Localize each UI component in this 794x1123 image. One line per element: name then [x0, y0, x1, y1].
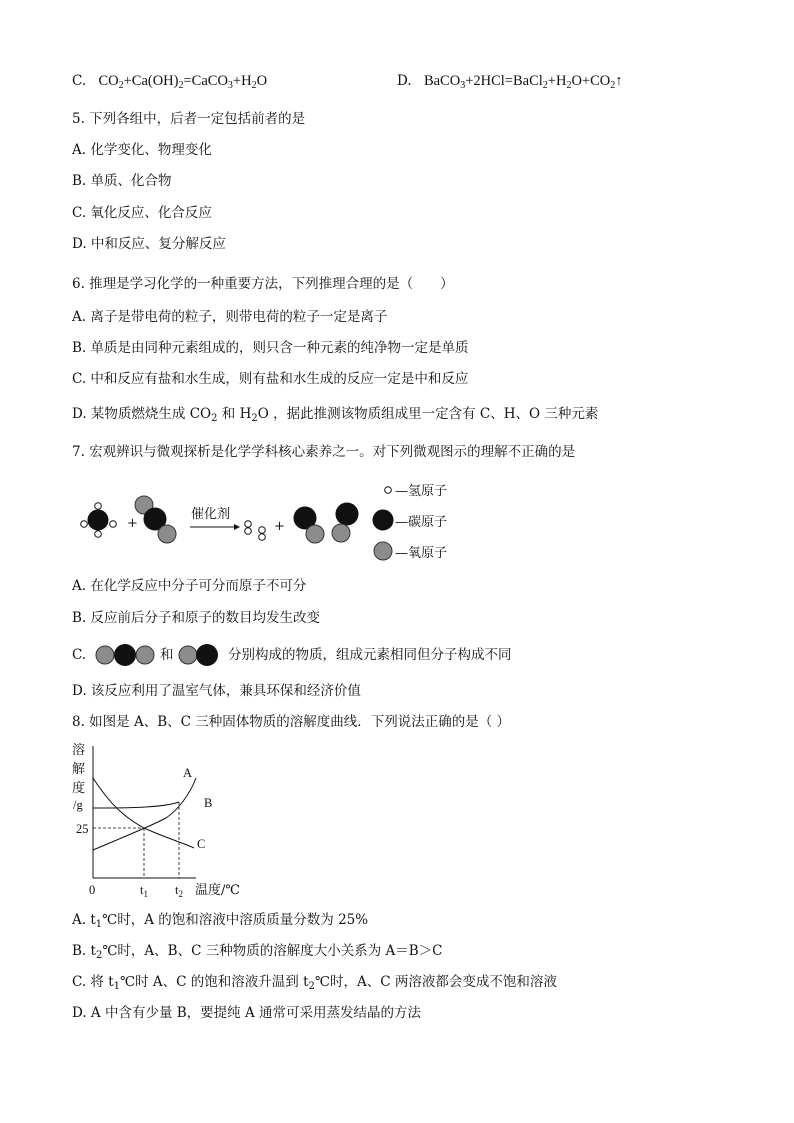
x-tick-t1: $t_1$	[140, 883, 148, 898]
q6-option-a: A. 离子是带电荷的粒子，则带电荷的粒子一定是离子	[72, 309, 388, 325]
carbon-atom-icon	[373, 510, 393, 530]
q4-option-d-formula: $BaCO_3+2HCl=BaCl_2+H_2O+CO_2↑$	[423, 73, 623, 91]
q5-option-a: A. 化学变化、物理变化	[72, 142, 212, 158]
q5-option-c: C. 氧化反应、化合反应	[72, 205, 212, 221]
series-label-c: C	[197, 837, 206, 851]
y-tick-25: 25	[76, 822, 89, 836]
legend-oxygen-label: —氧原子	[395, 546, 448, 561]
q6-stem: 6. 推理是学习化学的一种重要方法，下列推理合理的是（ ）	[72, 276, 454, 292]
plus-sign-2: +	[274, 519, 285, 534]
reaction-arrow-head-icon	[234, 524, 240, 530]
q8-option-b: B. $t_2℃$时，A、B、C 三种物质的溶解度大小关系为 A＝B＞C	[72, 943, 443, 961]
catalyst-label: 催化剂	[191, 507, 231, 522]
carbon-monoxide-molecule-2	[332, 503, 358, 542]
q7-option-b: B. 反应前后分子和原子的数目均发生改变	[72, 610, 321, 626]
y-axis-label-unit: /g	[73, 798, 83, 812]
q7-reaction-diagram	[70, 472, 490, 572]
legend-hydrogen	[385, 484, 447, 499]
x-tick-t2: $t_2$	[175, 883, 183, 898]
oxygen-atom-icon	[374, 542, 392, 560]
plus-sign-1: +	[127, 516, 138, 531]
q4-option-d-label: D.	[397, 73, 412, 89]
series-label-a: A	[183, 766, 193, 780]
q7-option-c-text: 分别构成的物质，组成元素相同但分子构成不同	[228, 647, 512, 663]
q7-option-c-molecules	[93, 642, 223, 668]
hydrogen-atom-icon	[385, 487, 392, 494]
q4-option-c-label: C.	[72, 73, 87, 89]
q7-option-a: A. 在化学反应中分子可分而原子不可分	[72, 578, 307, 594]
carbon-monoxide-molecule-1	[294, 507, 324, 543]
q5-option-b: B. 单质、化合物	[72, 173, 172, 189]
q6-option-b: B. 单质是由同种元素组成的，则只含一种元素的纯净物一定是单质	[72, 340, 469, 356]
q8-option-d: D. A 中含有少量 B，要提纯 A 通常可采用蒸发结晶的方法	[72, 1005, 422, 1021]
legend-hydrogen-label: —氢原子	[395, 484, 448, 499]
q7-option-c	[72, 646, 86, 664]
legend-oxygen	[374, 542, 447, 561]
x-tick-0: 0	[89, 883, 96, 897]
q7-option-c-and: 和	[160, 647, 174, 663]
legend-carbon-label: —碳原子	[395, 515, 448, 530]
methane-molecule	[81, 503, 117, 538]
q8-option-a: A. $t_1℃$时，A 的饱和溶液中溶质质量分数为 25%	[72, 912, 369, 930]
q8-stem: 8. 如图是 A、B、C 三种固体物质的溶解度曲线．下列说法正确的是（ ）	[72, 714, 511, 730]
q4-option-c	[72, 72, 267, 90]
q7-option-d: D. 该反应利用了温室气体，兼具环保和经济价值	[72, 683, 361, 699]
co-molecule-icon	[179, 644, 218, 666]
x-axis-label: 温度/℃	[195, 883, 240, 898]
q4-option-d	[397, 72, 622, 90]
series-label-b: B	[204, 796, 213, 810]
q6-option-c: C. 中和反应有盐和水生成，则有盐和水生成的反应一定是中和反应	[72, 371, 469, 387]
carbon-dioxide-molecule	[135, 496, 176, 543]
y-axis-label-char-1: 溶	[72, 743, 86, 758]
q6-option-d: D. 某物质燃烧生成 $CO_2$ 和 $H_2O$ ，据此推测该物质组成里一定含有 C、H、O 三种元素	[72, 406, 599, 424]
co2-molecule-icon	[96, 644, 154, 666]
q7-option-c-label: C.	[72, 647, 87, 663]
y-axis-label-char-2: 解	[72, 762, 86, 777]
curve-a	[93, 778, 196, 850]
q5-option-d: D. 中和反应、复分解反应	[72, 236, 226, 252]
q4-option-c-formula: $CO_2+Ca(OH)_2=CaCO_3+H_2O$	[98, 73, 268, 91]
q7-stem: 7. 宏观辨识与微观探析是化学学科核心素养之一。对下列微观图示的理解不正确的是	[72, 444, 576, 460]
legend-carbon	[373, 510, 447, 530]
y-axis-label-char-3: 度	[72, 781, 86, 796]
curve-b	[93, 802, 179, 808]
q8-option-c: C. 将 $t_1℃$时 A、C 的饱和溶液升温到 $t_2℃$时，A、C 两溶液都会变成不饱和溶液	[72, 974, 557, 992]
q8-solubility-chart	[66, 738, 256, 898]
q5-stem: 5. 下列各组中，后者一定包括前者的是	[72, 111, 306, 127]
hydrogen-molecule	[245, 521, 266, 541]
